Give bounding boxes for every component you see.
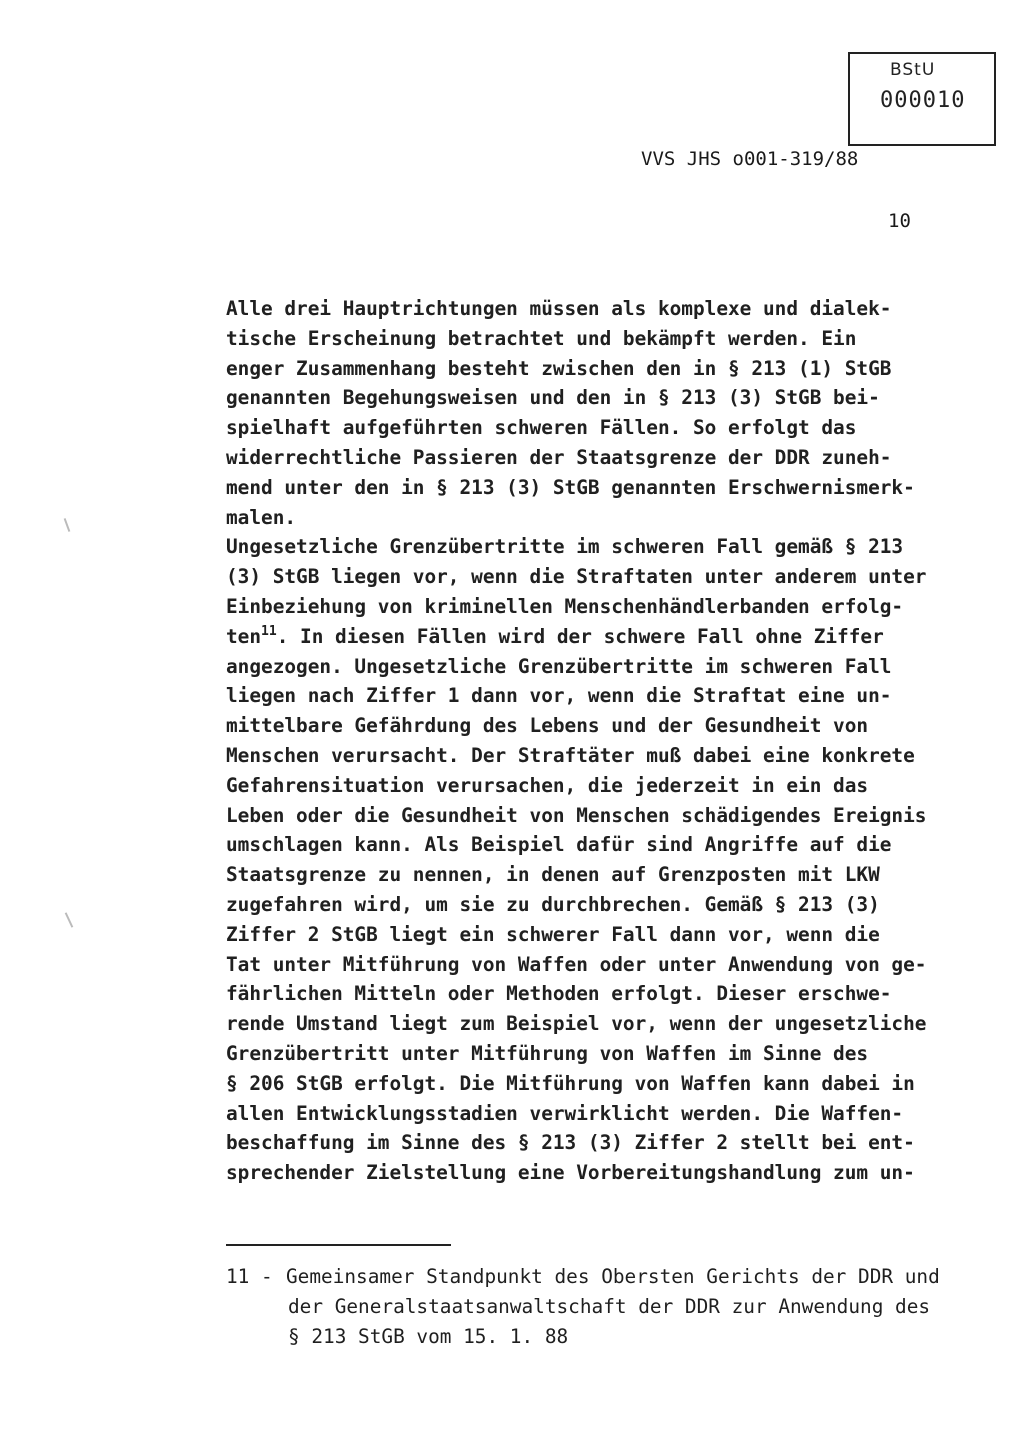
text-fragment: ten: [226, 624, 262, 648]
footnote-text: Gemeinsamer Standpunkt des Obersten Gerichts der DDR und: [286, 1265, 940, 1288]
text-line: genannten Begehungsweisen und den in § 213 (3) StGB bei-: [226, 386, 880, 410]
text-line: mend unter den in § 213 (3) StGB genannten Erschwernismerk-: [226, 475, 915, 499]
footnote-number: 11 -: [226, 1265, 273, 1288]
text-line: (3) StGB liegen vor, wenn die Straftaten unter anderem unter: [226, 565, 927, 589]
footnote-line: [226, 1322, 996, 1352]
text-line: allen Entwicklungsstadien verwirklicht werden. Die Waffen-: [226, 1101, 904, 1125]
text-line: § 206 StGB erfolgt. Die Mitführung von Waffen kann dabei in: [226, 1071, 915, 1095]
text-line: rende Umstand liegt zum Beispiel vor, wenn der ungesetzliche: [226, 1012, 927, 1036]
text-line: beschaffung im Sinne des § 213 (3) Ziffer 2 stellt bei ent-: [226, 1131, 915, 1155]
text-line: Menschen verursacht. Der Straftäter muß dabei eine konkrete: [226, 743, 915, 767]
page-number: 10: [888, 210, 911, 232]
text-line: umschlagen kann. Als Beispiel dafür sind Angriffe auf die: [226, 833, 892, 857]
text-line: fährlichen Mitteln oder Methoden erfolgt. Dieser erschwe-: [226, 982, 892, 1006]
footnote-line: [226, 1262, 996, 1292]
text-line: spielhaft aufgeführten schweren Fällen. So erfolgt das: [226, 416, 857, 440]
text-line: widerrechtliche Passieren der Staatsgrenze der DDR zuneh-: [226, 445, 892, 469]
scan-mark: [65, 912, 74, 927]
text-line: mittelbare Gefährdung des Lebens und der Gesundheit von: [226, 714, 869, 738]
text-line: angezogen. Ungesetzliche Grenzübertritte im schweren Fall: [226, 654, 892, 678]
stamp-label: BStU: [890, 60, 936, 80]
text-line: Einbeziehung von kriminellen Menschenhändlerbanden erfolg-: [226, 594, 904, 618]
footnote-reference: 11: [261, 623, 277, 639]
text-line: sprechender Zielstellung eine Vorbereitungshandlung zum un-: [226, 1161, 915, 1185]
text-line-with-footnote: [226, 622, 986, 652]
text-line: tische Erscheinung betrachtet und bekämpft werden. Ein: [226, 326, 857, 350]
footnote: [226, 1262, 996, 1352]
text-line: Staatsgrenze zu nennen, in denen auf Grenzposten mit LKW: [226, 863, 880, 887]
footnote-line: [226, 1292, 996, 1322]
footnote-text: § 213 StGB vom 15. 1. 88: [288, 1325, 569, 1348]
text-line: malen.: [226, 505, 297, 529]
text-line: Alle drei Hauptrichtungen müssen als komplexe und dialek-: [226, 297, 892, 320]
text-line: Leben oder die Gesundheit von Menschen schädigendes Ereignis: [226, 803, 927, 827]
text-line: Grenzübertritt unter Mitführung von Waffen im Sinne des: [226, 1041, 869, 1065]
scan-mark: [64, 518, 71, 532]
text-line: enger Zusammenhang besteht zwischen den in § 213 (1) StGB: [226, 356, 892, 380]
footnote-separator: [226, 1244, 451, 1246]
document-reference: VVS JHS o001-319/88: [641, 148, 859, 170]
text-line: Ungesetzliche Grenzübertritte im schweren Fall gemäß § 213: [226, 535, 904, 559]
stamp-number: 000010: [880, 88, 966, 113]
archive-stamp: [848, 52, 996, 146]
text-line: zugefahren wird, um sie zu durchbrechen. Gemäß § 213 (3): [226, 892, 880, 916]
text-fragment: . In diesen Fällen wird der schwere Fall ohne Ziffer: [276, 624, 884, 648]
text-line: Tat unter Mitführung von Waffen oder unter Anwendung von ge-: [226, 952, 927, 976]
text-line: Gefahrensituation verursachen, die jederzeit in ein das: [226, 773, 869, 797]
text-line: liegen nach Ziffer 1 dann vor, wenn die Straftat eine un-: [226, 684, 892, 708]
footnote-text: der Generalstaatsanwaltschaft der DDR zur Anwendung des: [288, 1295, 931, 1318]
text-line: Ziffer 2 StGB liegt ein schwerer Fall dann vor, wenn die: [226, 922, 880, 946]
body-text: [226, 294, 986, 1188]
